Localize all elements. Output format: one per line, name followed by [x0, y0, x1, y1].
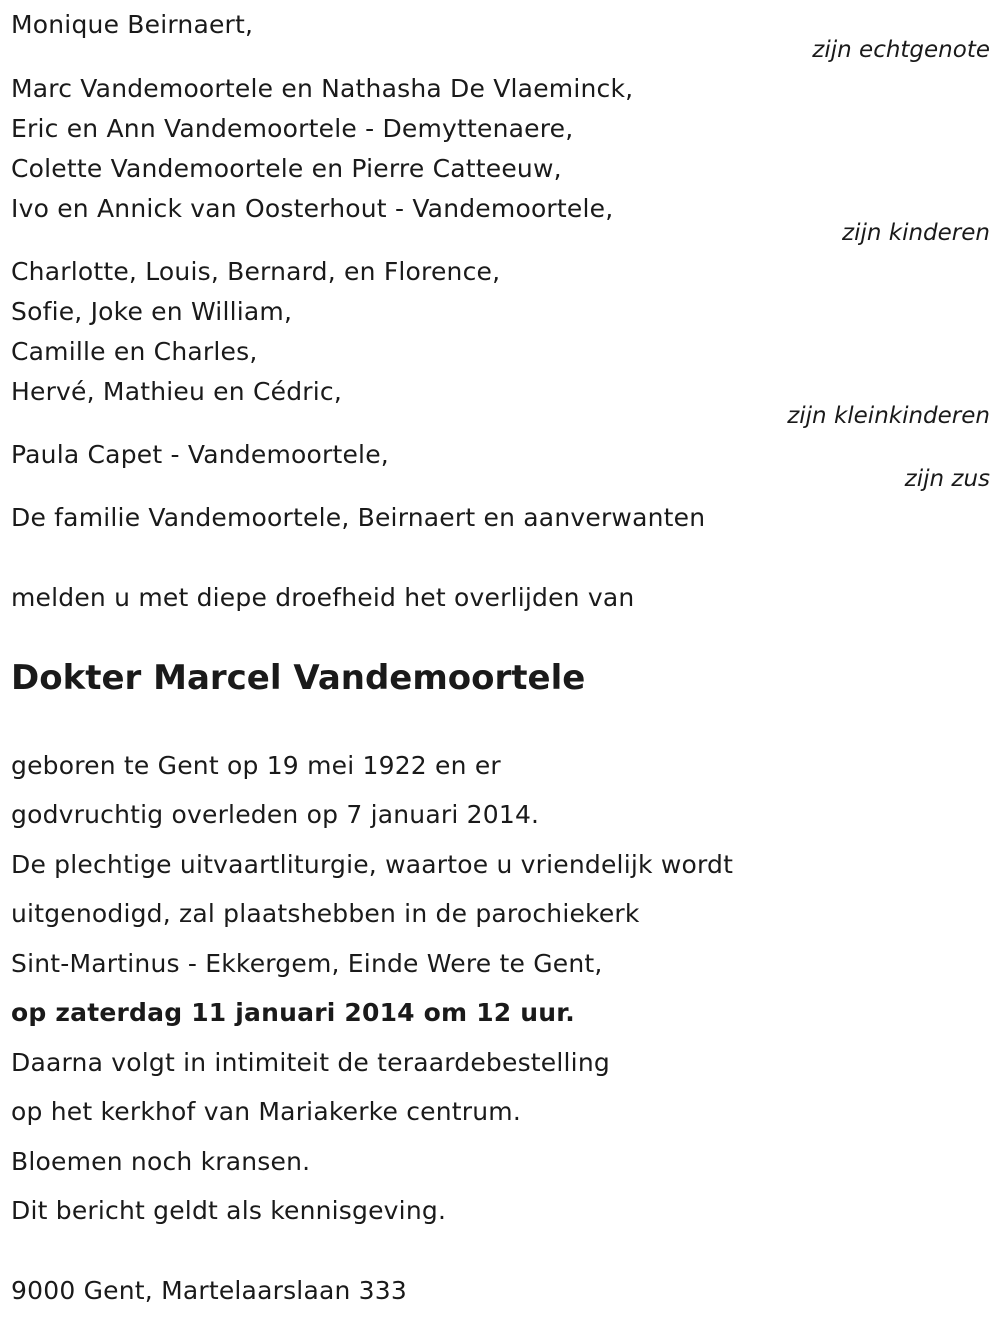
grandchild-name-1: Charlotte, Louis, Bernard, en Florence,: [11, 257, 501, 286]
address-line: 9000 Gent, Martelaarslaan 333: [11, 1276, 407, 1305]
detail-line-10: Dit bericht geldt als kennisgeving.: [11, 1196, 447, 1225]
detail-line-7: Daarna volgt in intimiteit de teraardebestelling: [11, 1048, 610, 1077]
detail-line-3: De plechtige uitvaartliturgie, waartoe u vriendelijk wordt: [11, 850, 734, 879]
deceased-name: Dokter Marcel Vandemoortele: [11, 658, 586, 698]
grandchildren-role: zijn kleinkinderen: [787, 403, 990, 429]
children-role: zijn kinderen: [842, 220, 990, 246]
sister-name: Paula Capet - Vandemoortele,: [11, 440, 389, 469]
detail-line-1: geboren te Gent op 19 mei 1922 en er: [11, 751, 501, 780]
detail-line-2: godvruchtig overleden op 7 januari 2014.: [11, 800, 540, 829]
detail-line-5: Sint-Martinus - Ekkergem, Einde Were te Gent,: [11, 949, 603, 978]
child-name-4: Ivo en Annick van Oosterhout - Vandemoortele,: [11, 194, 614, 223]
spouse-role: zijn echtgenote: [812, 37, 990, 63]
family-line: De familie Vandemoortele, Beirnaert en aanverwanten: [11, 503, 706, 532]
detail-line-4: uitgenodigd, zal plaatshebben in de parochiekerk: [11, 899, 640, 928]
grandchild-name-2: Sofie, Joke en William,: [11, 297, 293, 326]
detail-line-9: Bloemen noch kransen.: [11, 1147, 311, 1176]
child-name-3: Colette Vandemoortele en Pierre Catteeuw,: [11, 154, 562, 183]
detail-line-8: op het kerkhof van Mariakerke centrum.: [11, 1097, 521, 1126]
funeral-date-line: op zaterdag 11 januari 2014 om 12 uur.: [11, 998, 575, 1027]
announcement-line: melden u met diepe droefheid het overlijden van: [11, 583, 635, 612]
child-name-2: Eric en Ann Vandemoortele - Demyttenaere,: [11, 114, 574, 143]
grandchild-name-3: Camille en Charles,: [11, 337, 258, 366]
grandchild-name-4: Hervé, Mathieu en Cédric,: [11, 377, 342, 406]
spouse-name: Monique Beirnaert,: [11, 10, 254, 39]
sister-role: zijn zus: [904, 466, 990, 492]
child-name-1: Marc Vandemoortele en Nathasha De Vlaeminck,: [11, 74, 634, 103]
